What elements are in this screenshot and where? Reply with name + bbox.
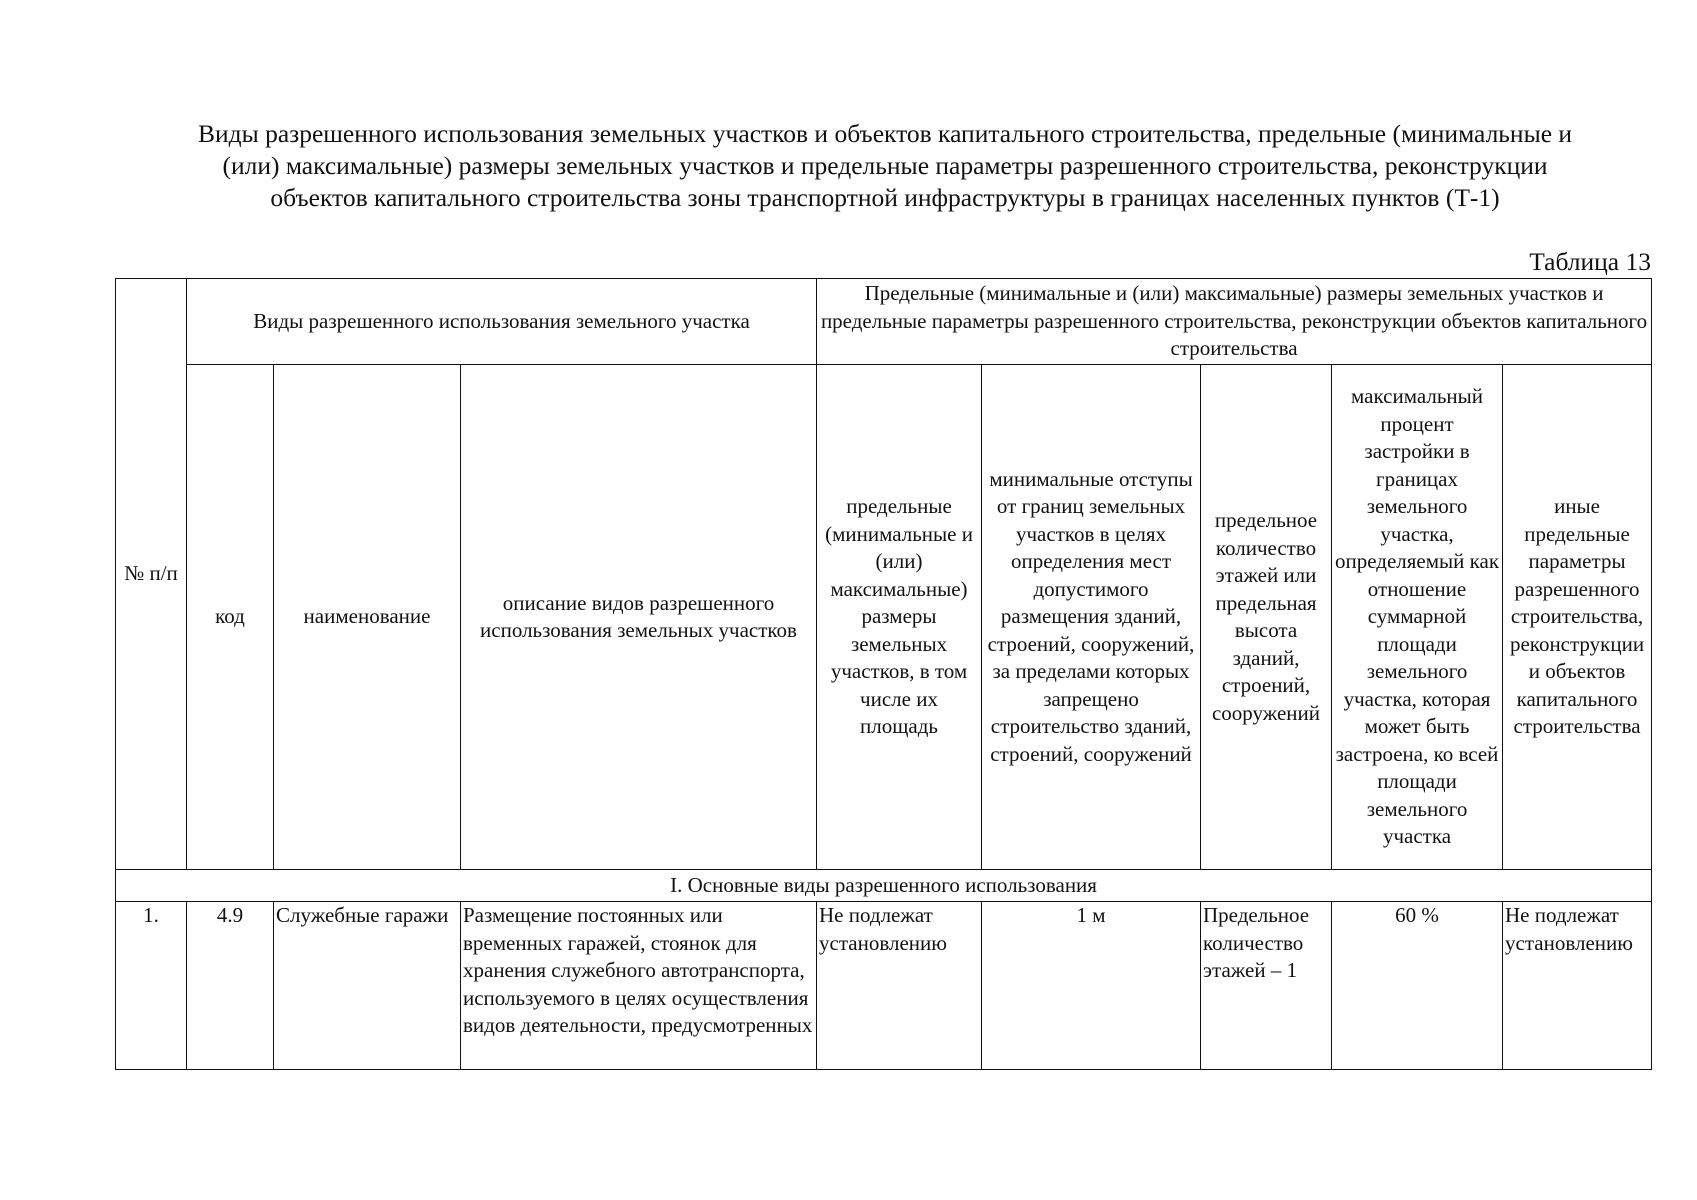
header-group-use: Виды разрешенного использования земельного участка	[187, 279, 817, 365]
title-line-1: Виды разрешенного использования земельных участков и объектов капитального строительства, предельные (минимальные и	[197, 119, 1573, 148]
row-setbacks: 1 м	[982, 902, 1201, 1070]
header-name: наименование	[274, 365, 461, 870]
header-other: иные предельные параметры разрешенного строительства, реконструкции и объектов капитального строительства	[1503, 365, 1652, 870]
row-size: Не подлежат установлению	[817, 902, 982, 1070]
section-title: I. Основные виды разрешенного использования	[116, 870, 1652, 902]
table-caption: Таблица 13	[1529, 247, 1651, 276]
land-use-table	[115, 278, 1652, 1070]
header-size: предельные (минимальные и (или) максимальные) размеры земельных участков, в том числе их площадь	[817, 365, 982, 870]
header-code: код	[187, 365, 274, 870]
section-row	[116, 870, 1652, 902]
row-name: Служебные гаражи	[274, 902, 461, 1070]
row-code: 4.9	[187, 902, 274, 1070]
row-floors: Предельное количество этажей – 1	[1201, 902, 1332, 1070]
header-row-group	[116, 279, 1652, 365]
table-row	[116, 902, 1652, 1070]
row-description: Размещение постоянных или временных гаражей, стоянок для хранения служебного автотранспорта, используемого в целях осуществления видов деятельности, предусмотренных	[461, 902, 817, 1070]
header-row-columns	[116, 365, 1652, 870]
title-line-3: объектов капитального строительства зоны транспортной инфраструктуры в границах населенных пунктов (Т-1)	[270, 183, 1500, 212]
header-setbacks: минимальные отступы от границ земельных участков в целях определения мест допустимого размещения зданий, строений, сооружений, за пределами которых запрещено строительство зданий, строений, сооружений	[982, 365, 1201, 870]
row-other: Не подлежат установлению	[1503, 902, 1652, 1070]
header-number: № п/п	[116, 279, 187, 870]
row-number: 1.	[116, 902, 187, 1070]
header-coverage: максимальный процент застройки в границах земельного участка, определяемый как отношение суммарной площади земельного участка, которая может быть застроена, ко всей площади земельного участка	[1332, 365, 1503, 870]
header-floors: предельное количество этажей или предельная высота зданий, строений, сооружений	[1201, 365, 1332, 870]
row-coverage: 60 %	[1332, 902, 1503, 1070]
title-line-2: (или) максимальные) размеры земельных участков и предельные параметры разрешенного строительства, реконструкции	[222, 151, 1548, 180]
header-group-params: Предельные (минимальные и (или) максимальные) размеры земельных участков и предельные параметры разрешенного строительства, реконструкции объектов капитального строительства	[817, 279, 1652, 365]
header-description: описание видов разрешенного использования земельных участков	[461, 365, 817, 870]
document-title	[110, 118, 1660, 214]
